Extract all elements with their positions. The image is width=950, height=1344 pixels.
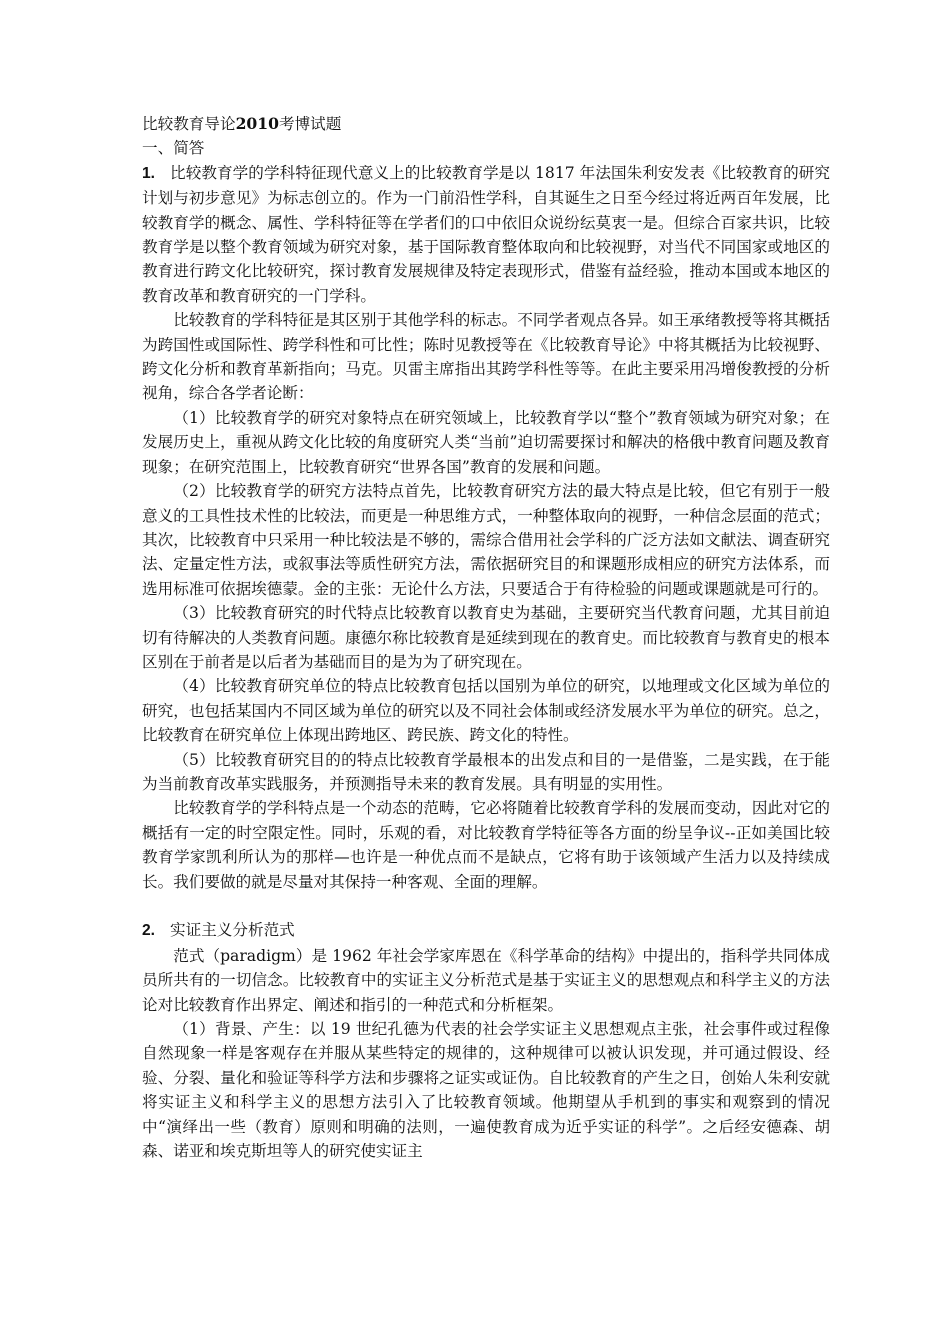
q1-first-text: 比较教育学的学科特征现代意义上的比较教育学是以 1817 年法国朱利安发表《比较教育的研究计划与初步意见》为标志创立的。作为一门前沿性学科，自其诞生之日至今经过将近两百年发展，比较教育学的概念、属性、学科特征等在学者们的口中依旧众说纷纭莫衷一是。但综合百家共识，比较教育学是以整个教育领域为研究对象，基于国际教育整体取向和比较视野，对当代不同国家或地区的教育进行跨文化比较研究，探讨教育发展规律及特定表现形式，借鉴有益经验，推动本国或本地区的教育改革和教育研究的一门学科。 — [142, 163, 830, 305]
q2-paragraph: （1）背景、产生：以 19 世纪孔德为代表的社会学实证主义思想观点主张，社会事件或过程像自然现象一样是客观存在并服从某些特定的规律的，这种规律可以被认识发现，并可通过假设、经验、分裂、量化和验证等科学方法和步骤将之证实或证伪。自比较教育的产生之日，创始人朱利安就将实证主义和科学主义的思想方法引入了比较教育领域。他期望从手机到的事实和观察到的情况中“演绎出一些（教育）原则和明确的法则，一遍使教育成为近乎实证的科学”。之后经安德森、胡森、诺亚和埃克斯坦等人的研究使实证主 — [142, 1020, 830, 1161]
q1-first-paragraph — [142, 161, 830, 308]
q1-paragraph: （5）比较教育研究目的的特点比较教育学最根本的出发点和目的一是借鉴，二是实践，在于能为当前教育改革实践服务，并预测指导未来的教育发展。具有明显的实用性。 — [142, 750, 830, 793]
q1-paragraph: （1）比较教育学的研究对象特点在研究领域上，比较教育学以“整个”教育领域为研究对象；在发展历史上，重视从跨文化比较的角度研究人类“当前”迫切需要探讨和解决的格俄中教育问题及教育现象；在研究范围上，比较教育研究“世界各国”教育的发展和问题。 — [142, 408, 830, 476]
blank-line — [142, 894, 830, 918]
document-title — [142, 112, 830, 136]
q1-paragraph: （4）比较教育研究单位的特点比较教育包括以国别为单位的研究，以地理或文化区域为单位的研究，也包括某国内不同区域为单位的研究以及不同社会体制或经济发展水平为单位的研究。总之，比较教育在研究单位上体现出跨地区、跨民族、跨文化的特性。 — [142, 677, 830, 745]
q1-paragraph: 比较教育的学科特征是其区别于其他学科的标志。不同学者观点各异。如王承绪教授等将其概括为跨国性或国际性、跨学科性和可比性；陈时见教授等在《比较教育导论》中将其概括为比较视野、跨文化分析和教育革新指向；马克。贝雷主席指出其跨学科性等等。在此主要采用冯增俊教授的分析视角，综合各学者论断： — [142, 311, 830, 403]
q2-paragraph: 范式（paradigm）是 1962 年社会学家库恩在《科学革命的结构》中提出的，指科学共同体成员所共有的一切信念。比较教育中的实证主义分析范式是基于实证主义的思想观点和科学主义的方法论对比较教育作出界定、阐述和指引的一种范式和分析框架。 — [142, 946, 830, 1014]
q2-number: 2. — [142, 922, 156, 940]
title-year: 2010 — [235, 114, 279, 133]
q1-paragraph: 比较教育学的学科特点是一个动态的范畴，它必将随着比较教育学科的发展而变动，因此对它的概括有一定的时空限定性。同时，乐观的看，对比较教育学特征等各方面的纷呈争议--正如美国比较教育学家凯利所认为的那样—也许是一种优点而不是缺点，它将有助于该领域产生活力以及持续成长。我们要做的就是尽量对其保持一种客观、全面的理解。 — [142, 799, 830, 891]
q2-heading-text: 实证主义分析范式 — [170, 921, 295, 940]
q1-paragraph: （3）比较教育研究的时代特点比较教育以教育史为基础，主要研究当代教育问题，尤其目前迫切有待解决的人类教育问题。康德尔称比较教育是延续到现在的教育史。而比较教育与教育史的根本区别在于前者是以后者为基础而目的是为为了研究现在。 — [142, 604, 830, 671]
q1-paragraph: （2）比较教育学的研究方法特点首先，比较教育研究方法的最大特点是比较，但它有别于一般意义的工具性技术性的比较法，而更是一种思维方式，一种整体取向的视野，一种信念层面的范式；其次，比较教育中只采用一种比较法是不够的，需综合借用社会学科的广泛方法如文献法、调查研究法、定量定性方法，或叙事法等质性研究方法，需依据研究目的和课题形成相应的研究方法体系，而选用标准可依据埃德蒙。金的主张：无论什么方法，只要适合于有待检验的问题或课题就是可行的。 — [142, 482, 830, 598]
title-prefix: 比较教育导论 — [142, 115, 236, 133]
q1-number: 1. — [142, 164, 156, 182]
title-suffix: 考博试题 — [278, 115, 342, 133]
document-page — [142, 112, 830, 1163]
section-heading: 一、简答 — [142, 139, 205, 158]
q2-heading — [142, 918, 830, 943]
